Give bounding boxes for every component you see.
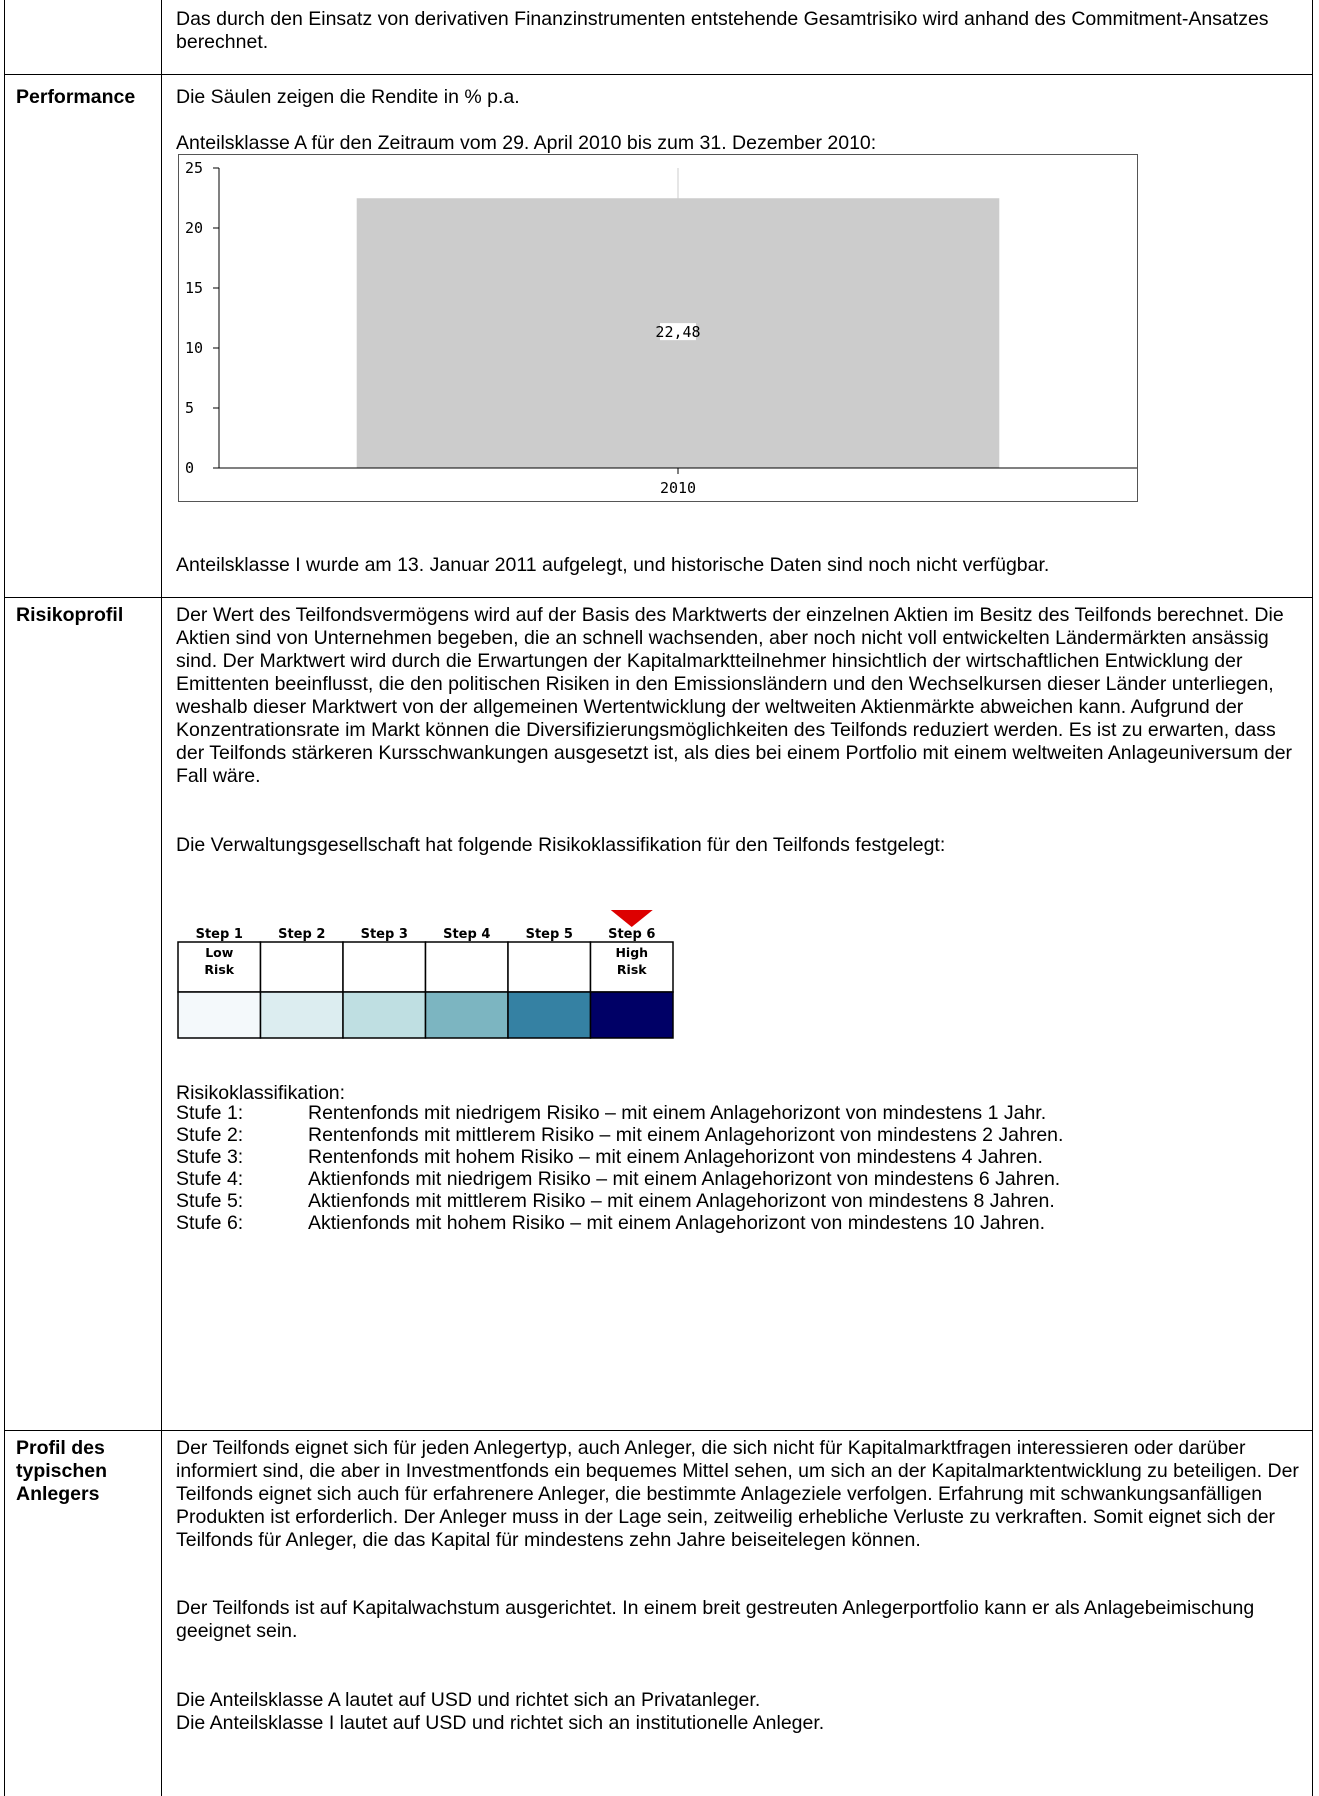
investor-label-line2: typischen <box>16 1460 108 1482</box>
selected-step-marker <box>611 910 653 927</box>
risk-paragraph: Der Wert des Teilfondsvermögens wird auf der Basis des Marktwerts der einzelnen Aktien im Besitz des Teilfonds berechnet. Die Aktien sind von Unternehmen begeben, die an schnell wachsenden, aber noch nicht voll entwickelten Ländermärkten ansässig sind. Der Marktwert wird durch die Erwartungen der Kapitalmarktteilnehmer hinsichtlich der wirtschaftlichen Entwicklung der Emittenten beeinflusst, die den politischen Risiken in den Emissionsländern und den Wechselkursen dieser Länder unterliegen, weshalb dieser Marktwert von der allgemeinen Wertentwicklung der weltweiten Aktienmärkte abweichen kann. Aufgrund der Konzentrationsrate im Markt können die Diversifizierungsmöglichkeiten des Teilfonds reduziert werden. Es ist zu erwarten, dass der Teilfonds stärkeren Kursschwankungen ausgesetzt ist, als dies bei einem Portfolio mit einem weltweiten Anlageuniversum der Fall wäre. <box>176 604 1293 787</box>
performance-caption: Anteilsklasse A für den Zeitraum vom 29. April 2010 bis zum 31. Dezember 2010: <box>176 132 877 154</box>
y-tick-label: 20 <box>185 219 204 237</box>
step-2-desc-cell <box>261 942 344 992</box>
step-6-desc: High <box>615 945 649 960</box>
legend-step-key: Stufe 2: <box>176 1124 244 1146</box>
y-tick-label: 25 <box>185 159 204 177</box>
row-divider-1 <box>4 74 1313 75</box>
legend-step-key: Stufe 1: <box>176 1102 244 1124</box>
classification-intro: Die Verwaltungsgesellschaft hat folgende Risikoklassifikation für den Teilfonds festgelegt: <box>176 834 946 856</box>
legend-step-key: Stufe 6: <box>176 1212 244 1234</box>
step-1-name: Step 1 <box>195 927 243 942</box>
legend-step-key: Stufe 4: <box>176 1168 244 1190</box>
intro-text: Das durch den Einsatz von derivativen Finanzinstrumenten entstehende Gesamtrisiko wird anhand des Commitment-Ansatzes berechnet. <box>176 8 1269 53</box>
investor-label <box>16 1437 107 1506</box>
step-2-name: Step 2 <box>278 927 326 942</box>
step-5-name: Step 5 <box>525 927 573 942</box>
step-5-color-cell <box>508 992 591 1038</box>
legend-title: Risikoklassifikation: <box>176 1082 346 1104</box>
legend-step-description: Aktienfonds mit mittlerem Risiko – mit einem Anlagehorizont von mindestens 8 Jahren. <box>308 1190 1055 1212</box>
step-3-name: Step 3 <box>360 927 408 942</box>
y-tick-label: 5 <box>185 399 195 417</box>
investor-label-line1: Profil des <box>16 1437 105 1459</box>
legend-step-description: Rentenfonds mit hohem Risiko – mit einem Anlagehorizont von mindestens 4 Jahren. <box>308 1146 1043 1168</box>
legend-step-description: Rentenfonds mit niedrigem Risiko – mit einem Anlagehorizont von mindestens 1 Jahr. <box>308 1102 1047 1124</box>
risk-scale <box>174 898 674 1058</box>
investor-paragraph-1: Der Teilfonds eignet sich für jeden Anlegertyp, auch Anleger, die sich nicht für Kapitalmarktfragen interessieren oder darüber informiert sind, die aber in Investmentfonds ein bequemes Mittel sehen, um sich an der Kapitalmarktentwicklung zu beteiligen. Der Teilfonds eignet sich auch für erfahrenere Anleger, die bestimmte Anlageziele verfolgen. Erfahrung mit schwankungsanfälligen Produkten ist erforderlich. Der Anleger muss in der Lage sein, zeitweilig erhebliche Verluste zu verkraften. Somit eignet sich der Teilfonds für Anleger, die das Kapital für mindestens zehn Jahre beiseitelegen können. <box>176 1437 1299 1551</box>
row-divider-2 <box>4 597 1313 598</box>
performance-label: Performance <box>16 86 136 108</box>
table-border-right <box>1312 0 1313 1796</box>
performance-bar-chart <box>179 155 1137 501</box>
step-6-color-cell <box>591 992 674 1038</box>
class-i-text: Die Anteilsklasse I lautet auf USD und richtet sich an institutionelle Anleger. <box>176 1712 825 1734</box>
step-4-name: Step 4 <box>443 927 491 942</box>
step-1-color-cell <box>178 992 261 1038</box>
legend-step-key: Stufe 5: <box>176 1190 244 1212</box>
performance-note: Anteilsklasse I wurde am 13. Januar 2011 aufgelegt, und historische Daten sind noch nicht verfügbar. <box>176 554 1050 576</box>
legend-step-description: Aktienfonds mit niedrigem Risiko – mit einem Anlagehorizont von mindestens 6 Jahren. <box>308 1168 1061 1190</box>
table-border-left <box>4 0 5 1796</box>
legend-step-description: Aktienfonds mit hohem Risiko – mit einem Anlagehorizont von mindestens 10 Jahren. <box>308 1212 1046 1234</box>
step-4-color-cell <box>426 992 509 1038</box>
step-1-desc: Risk <box>204 962 235 977</box>
x-tick-label: 2010 <box>659 479 697 497</box>
risk-label: Risikoprofil <box>16 604 124 626</box>
step-4-desc-cell <box>426 942 509 992</box>
investor-label-line3: Anlegers <box>16 1483 100 1505</box>
investor-paragraph-2: Der Teilfonds ist auf Kapitalwachstum ausgerichtet. In einem breit gestreuten Anlegerportfolio kann er als Anlagebeimischung geeignet sein. <box>176 1597 1255 1642</box>
row-divider-3 <box>4 1430 1313 1431</box>
data-label: 22,48 <box>655 323 701 342</box>
performance-chart <box>178 154 1138 502</box>
step-1-desc: Low <box>205 945 234 960</box>
document-table <box>4 0 1313 1796</box>
y-tick-label: 0 <box>185 459 195 477</box>
step-2-color-cell <box>261 992 344 1038</box>
step-3-color-cell <box>343 992 426 1038</box>
table-column-divider <box>161 0 162 1796</box>
performance-intro: Die Säulen zeigen die Rendite in % p.a. <box>176 86 520 108</box>
step-6-desc: Risk <box>616 962 647 977</box>
y-tick-label: 10 <box>185 339 204 357</box>
step-5-desc-cell <box>508 942 591 992</box>
step-3-desc-cell <box>343 942 426 992</box>
class-a-text: Die Anteilsklasse A lautet auf USD und richtet sich an Privatanleger. <box>176 1689 761 1711</box>
step-6-name: Step 6 <box>608 927 656 942</box>
y-tick-label: 15 <box>185 279 204 297</box>
legend-step-description: Rentenfonds mit mittlerem Risiko – mit einem Anlagehorizont von mindestens 2 Jahren. <box>308 1124 1064 1146</box>
legend-step-key: Stufe 3: <box>176 1146 244 1168</box>
